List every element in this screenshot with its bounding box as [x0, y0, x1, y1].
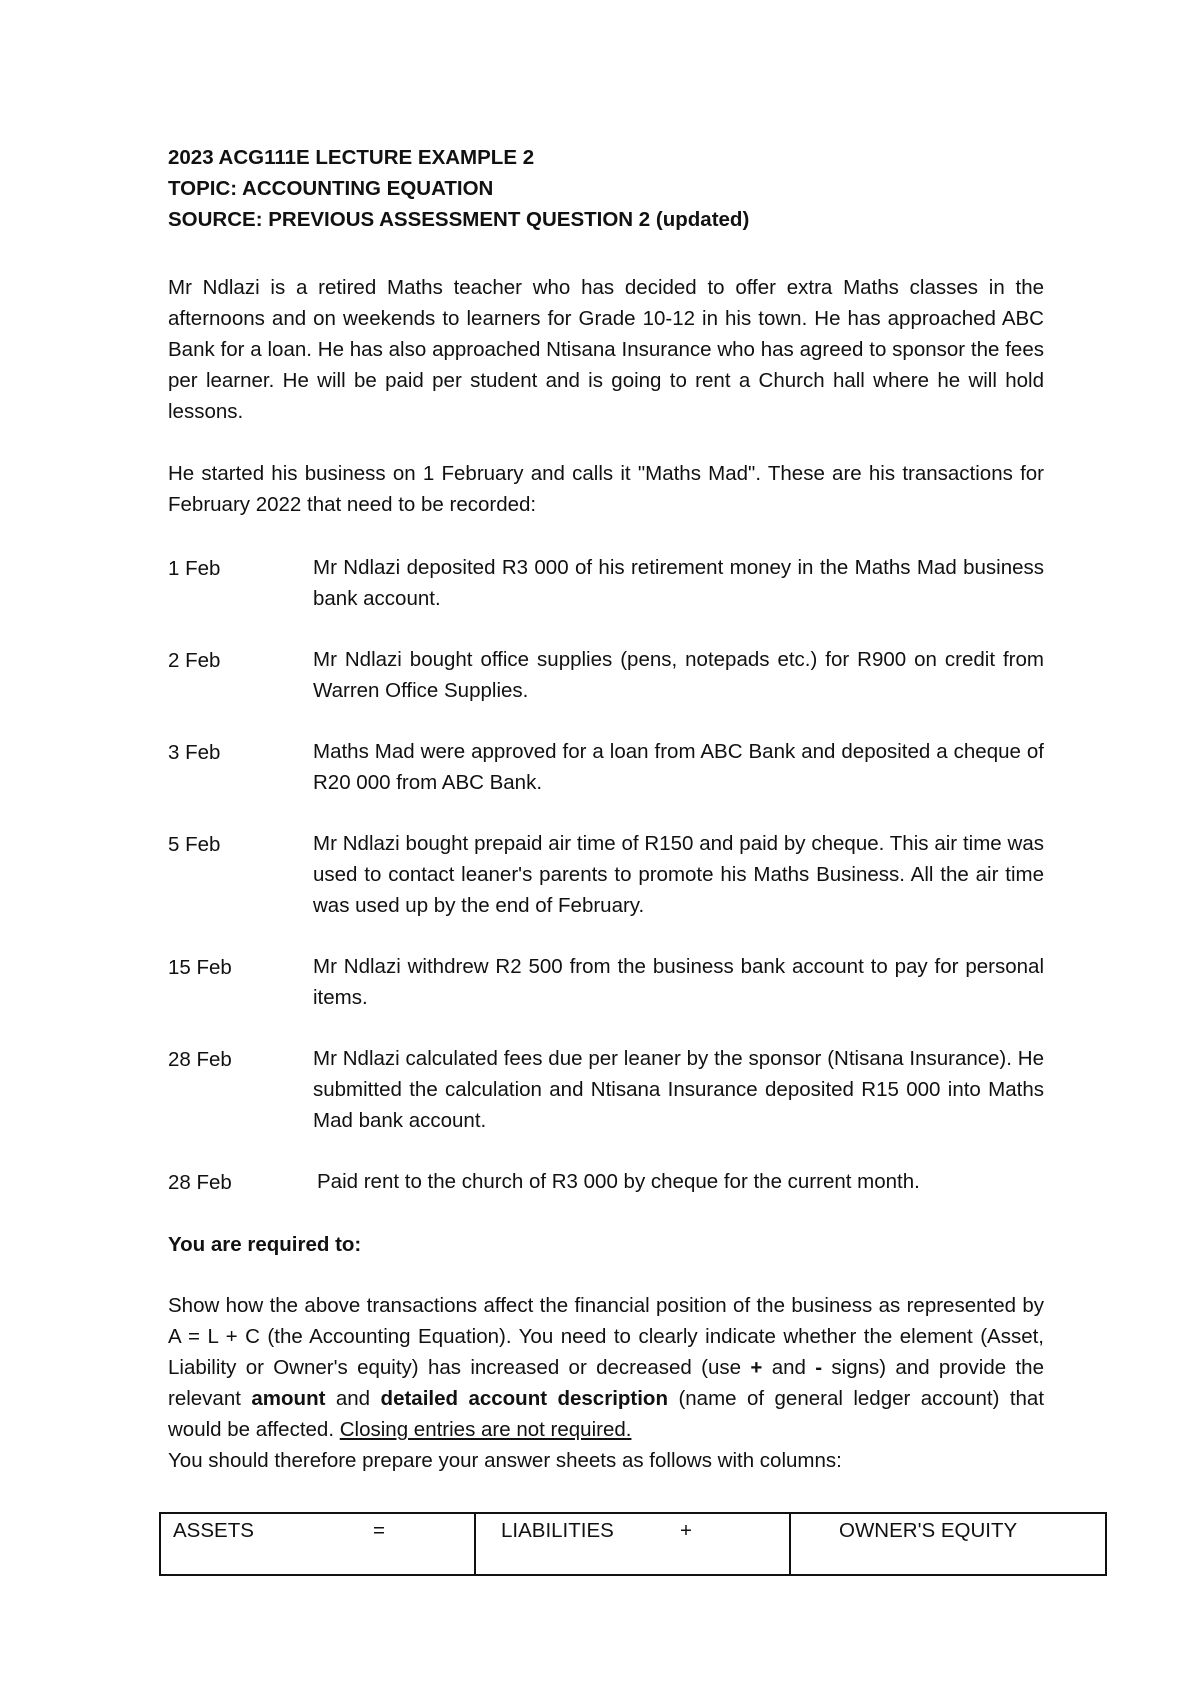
accounting-equation-table	[159, 1512, 1107, 1576]
transaction-text: Mr Ndlazi deposited R3 000 of his retirement money in the Maths Mad business bank account.	[313, 556, 1044, 610]
intro-paragraph-2: He started his business on 1 February and calls it "Maths Mad". These are his transactions for February 2022 that need to be recorded:	[168, 462, 1044, 516]
transaction-text: Maths Mad were approved for a loan from ABC Bank and deposited a cheque of R20 000 from ABC Bank.	[313, 740, 1044, 794]
equals-sign: =	[373, 1519, 385, 1542]
transaction-date: 15 Feb	[168, 956, 232, 979]
minus-sign: -	[815, 1356, 823, 1379]
table-row	[160, 1513, 1106, 1575]
doc-title: 2023 ACG111E LECTURE EXAMPLE 2	[168, 146, 535, 169]
transaction-date: 2 Feb	[168, 649, 221, 672]
transaction-text: Mr Ndlazi calculated fees due per leaner by the sponsor (Ntisana Insurance). He submitted the calculation and Ntisana Insurance deposited R15 000 into Maths Mad bank account.	[313, 1047, 1044, 1132]
transaction-date: 28 Feb	[168, 1171, 232, 1194]
instruction-text: Show how the above transactions affect the financial position of the business as represented by A = L + C (the Accounting Equation). You need to clearly indicate whether the element (Asset, Liability or Owner's equity) has increased or decreased (use	[168, 1294, 1044, 1379]
plus-sign: +	[680, 1519, 692, 1542]
transaction-text: Paid rent to the church of R3 000 by cheque for the current month.	[317, 1170, 920, 1193]
required-instructions	[168, 1290, 1044, 1476]
transaction-text: Mr Ndlazi bought office supplies (pens, notepads etc.) for R900 on credit from Warren Office Supplies.	[313, 648, 1044, 702]
owners-equity-column	[790, 1513, 1106, 1575]
assets-column	[160, 1513, 475, 1575]
transaction-date: 5 Feb	[168, 833, 221, 856]
transaction-text: Mr Ndlazi withdrew R2 500 from the business bank account to pay for personal items.	[313, 955, 1044, 1009]
transaction-date: 3 Feb	[168, 741, 221, 764]
transaction-text: Mr Ndlazi bought prepaid air time of R150 and paid by cheque. This air time was used to contact leaner's parents to promote his Maths Business. All the air time was used up by the end of February.	[313, 832, 1044, 917]
transaction-date: 1 Feb	[168, 557, 221, 580]
instruction-text: and	[771, 1356, 806, 1379]
closing-entries-note: Closing entries are not required.	[339, 1418, 632, 1441]
intro-paragraph-1: Mr Ndlazi is a retired Maths teacher who has decided to offer extra Maths classes in the afternoons and on weekends to learners for Grade 10-12 in his town. He has approached ABC Bank for a loan. He has also approached Ntisana Insurance who has agreed to sponsor the fees per learner. He will be paid per student and is going to rent a Church hall where he will hold lessons.	[168, 276, 1044, 423]
account-description-emphasis: detailed account description	[380, 1387, 668, 1410]
amount-emphasis: amount	[251, 1387, 326, 1410]
liabilities-column	[475, 1513, 790, 1575]
instruction-text: and	[335, 1387, 371, 1410]
required-heading: You are required to:	[168, 1233, 362, 1256]
assets-header: ASSETS	[173, 1519, 254, 1542]
transaction-date: 28 Feb	[168, 1048, 232, 1071]
instruction-text: signs) and provide the relevant	[168, 1356, 1044, 1410]
doc-source: SOURCE: PREVIOUS ASSESSMENT QUESTION 2 (updated)	[168, 208, 750, 231]
owners-equity-header: OWNER'S EQUITY	[839, 1519, 1018, 1542]
doc-topic: TOPIC: ACCOUNTING EQUATION	[168, 177, 494, 200]
instruction-text: You should therefore prepare your answer sheets as follows with columns:	[168, 1449, 842, 1472]
plus-sign: +	[750, 1356, 763, 1379]
liabilities-header: LIABILITIES	[501, 1519, 614, 1542]
instruction-text: (name of general ledger account) that would be affected.	[168, 1387, 1045, 1441]
